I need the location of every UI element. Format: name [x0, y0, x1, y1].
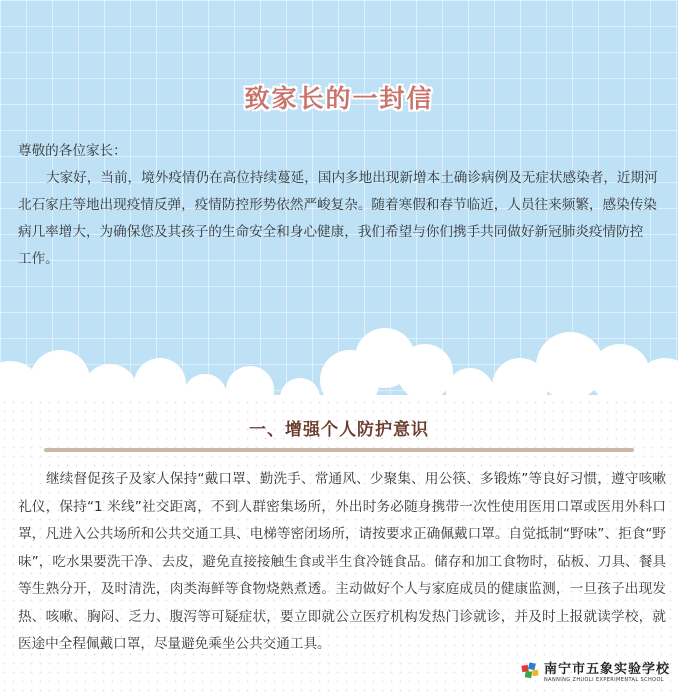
- school-name-english: NANNING ZHUOLI EXPERIMENTAL SCHOOL: [543, 676, 664, 683]
- section-heading: 一、增强个人防护意识: [249, 420, 429, 440]
- school-name: 南宁市五象实验学校: [543, 661, 670, 677]
- cloud-decoration: [0, 300, 678, 400]
- heading-divider: [44, 448, 634, 452]
- section-paragraph: 继续督促孩子及家人保持“戴口罩、勤洗手、常通风、少聚集、用公筷、多锻炼”等良好习惯，遵守咳嗽礼仪，保持“1 米线”社交距离，不到人群密集场所，外出时务必随身携带一次性使用医用口罩或医用外科口罩，凡进入公共场所和公共交通工具、电梯等密闭场所，请按要求正确佩戴口罩。自觉抵制“野味”、拒食“野味”，吃水果要洗干净、去皮，避免直接接触生食或半生食冷链食品。储存和加工食物时，砧板、刀具、餐具等生熟分开，及时清洗，肉类海鲜等食物烧熟煮透。主动做好个人与家庭成员的健康监测，一旦孩子出现发热、咳嗽、胸闷、乏力、腹泻等可疑症状，要立即就公立医疗机构发热门诊就诊，并及时上报就读学校，就医途中全程佩戴口罩，尽量避免乘坐公共交通工具。: [18, 471, 666, 652]
- section-body: [18, 466, 666, 659]
- letter-paragraph: 大家好，当前，境外疫情仍在高位持续蔓延，国内多地出现新增本土确诊病例及无症状感染者，近期河北石家庄等地出现疫情反弹，疫情防控形势依然严峻复杂。随着寒假和春节临近，人员往来频繁，感染传染病几率增大，为确保您及其孩子的生命安全和身心健康，我们希望与你们携手共同做好新冠肺炎疫情防控: [18, 170, 658, 240]
- letter-continuation: 工作。: [18, 251, 59, 267]
- school-emblem-icon: [520, 653, 540, 687]
- letter-greeting: 尊敬的各位家长：: [18, 143, 127, 159]
- school-logo: [520, 650, 670, 690]
- page-title: 致家长的一封信: [244, 83, 434, 113]
- letter-body: [18, 138, 668, 273]
